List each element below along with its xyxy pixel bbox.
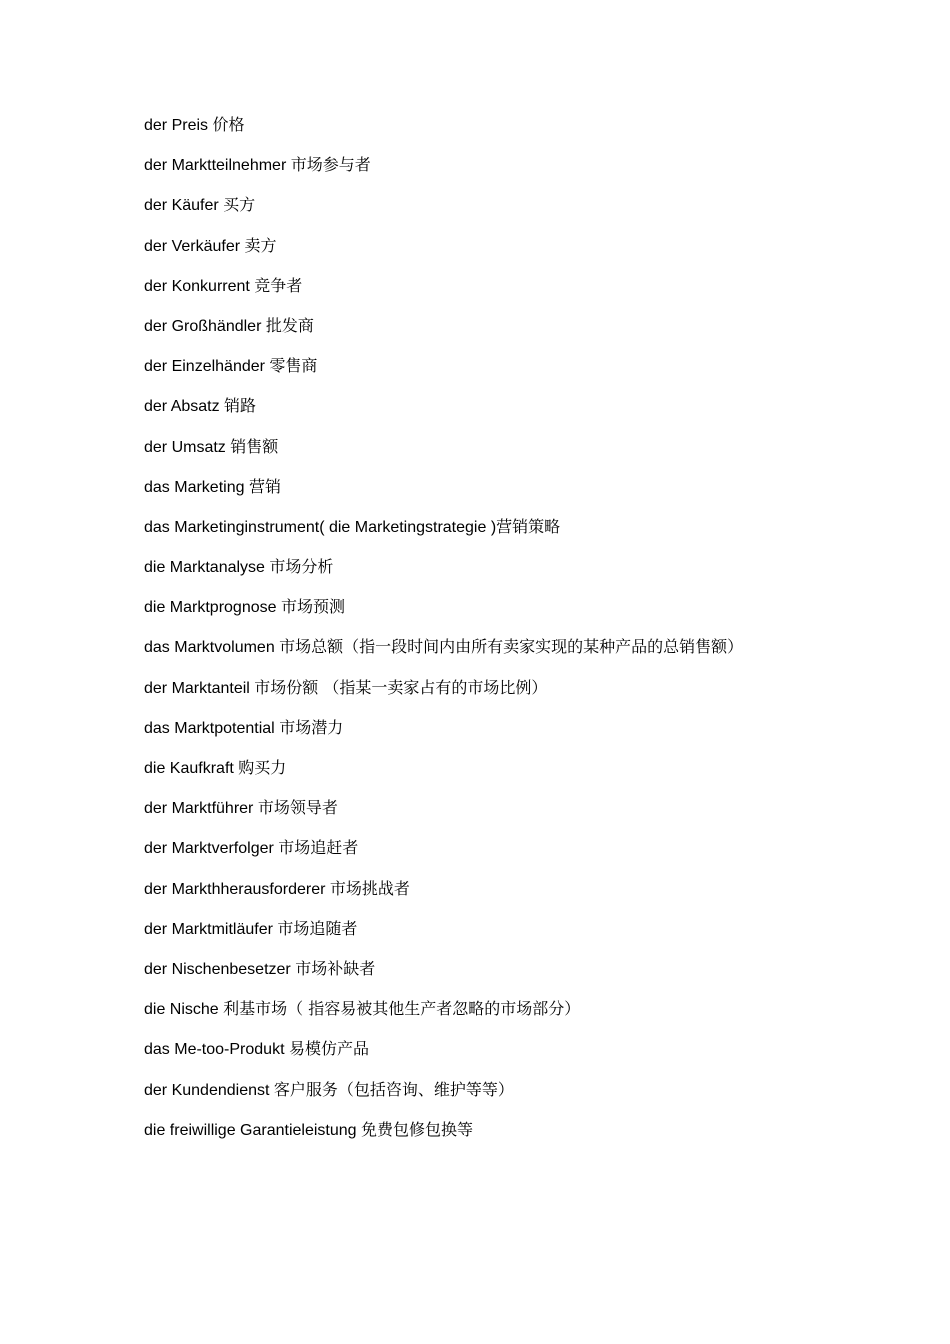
chinese-translation: 市场领导者	[257, 798, 338, 818]
list-item	[144, 998, 904, 1038]
list-item	[144, 436, 904, 476]
list-item	[144, 275, 904, 315]
list-item	[144, 837, 904, 877]
german-term: der Preis	[144, 117, 213, 134]
german-term: der Umsatz	[144, 438, 231, 456]
list-item	[144, 636, 904, 676]
chinese-translation: 价格	[212, 115, 245, 134]
chinese-translation: 购买力	[238, 758, 287, 777]
chinese-translation: 易模仿产品	[288, 1039, 369, 1059]
chinese-translation: 市场潜力	[279, 717, 344, 737]
list-item	[144, 154, 904, 194]
german-term: der Marktanteil	[144, 679, 255, 697]
chinese-translation: 卖方	[244, 235, 277, 255]
list-item	[144, 918, 904, 958]
chinese-translation: 零售商	[269, 356, 318, 376]
list-item	[144, 717, 904, 757]
chinese-translation: 销售额	[230, 436, 279, 456]
german-term: das Marketing	[144, 478, 249, 496]
list-item	[144, 1038, 904, 1078]
german-term: das Marktvolumen	[144, 639, 280, 657]
chinese-translation: 营销策略	[496, 516, 561, 536]
list-item	[144, 355, 904, 395]
chinese-translation: 买方	[223, 195, 256, 215]
chinese-translation: 市场总额（指一段时间内由所有卖家实现的某种产品的总销售额）	[279, 637, 744, 657]
list-item	[144, 235, 904, 275]
list-item	[144, 958, 904, 998]
list-item	[144, 1079, 904, 1119]
german-term: der Nischenbesetzer	[144, 960, 296, 978]
chinese-translation: 市场追随者	[277, 918, 358, 938]
list-item	[144, 476, 904, 516]
chinese-translation: 市场参与者	[290, 155, 371, 175]
list-item	[144, 194, 904, 234]
chinese-translation: 市场分析	[269, 557, 334, 577]
chinese-translation: 免费包修包换等	[361, 1119, 474, 1139]
german-term: das Me-too-Produkt	[144, 1041, 289, 1059]
german-term: der Marktführer	[144, 800, 258, 818]
list-item	[144, 315, 904, 355]
german-term: der Marktmitläufer	[144, 920, 278, 938]
chinese-translation: 客户服务（包括咨询、维护等等）	[273, 1079, 514, 1099]
list-item	[144, 596, 904, 636]
chinese-translation: 市场补缺者	[295, 958, 376, 978]
german-term: die Marktprognose	[144, 599, 281, 617]
chinese-translation: 竞争者	[254, 275, 303, 295]
chinese-translation: 营销	[248, 476, 281, 496]
list-item	[144, 556, 904, 596]
german-term: die Marktanalyse	[144, 559, 270, 577]
german-term: der Verkäufer	[144, 237, 245, 255]
list-item	[144, 797, 904, 837]
german-term: der Konkurrent	[144, 277, 255, 295]
german-term: der Absatz	[144, 398, 225, 416]
german-term: der Markthherausforderer	[144, 880, 330, 898]
german-term: das Marketinginstrument( die Marketingstrategie )	[144, 518, 497, 536]
chinese-translation: 市场份额 （指某一卖家占有的市场比例）	[254, 677, 548, 697]
chinese-translation: 利基市场（ 指容易被其他生产者忽略的市场部分）	[223, 999, 581, 1019]
list-item	[144, 516, 904, 556]
chinese-translation: 市场挑战者	[329, 878, 410, 898]
chinese-translation: 批发商	[265, 315, 314, 335]
list-item	[144, 1119, 904, 1159]
german-term: der Großhändler	[144, 317, 266, 335]
german-term: der Marktverfolger	[144, 840, 279, 858]
german-term: der Käufer	[144, 197, 224, 215]
chinese-translation: 销路	[224, 396, 257, 416]
list-item	[144, 878, 904, 918]
list-item	[144, 114, 904, 154]
german-term: der Einzelhänder	[144, 358, 270, 376]
chinese-translation: 市场预测	[280, 597, 345, 617]
german-term: der Kundendienst	[144, 1081, 274, 1099]
vocabulary-list	[144, 114, 904, 1159]
german-term: das Marktpotential	[144, 719, 280, 737]
german-term: die freiwillige Garantieleistung	[144, 1121, 361, 1139]
list-item	[144, 757, 904, 797]
list-item	[144, 677, 904, 717]
chinese-translation: 市场追赶者	[278, 838, 359, 858]
german-term: die Nische	[144, 1001, 224, 1019]
list-item	[144, 395, 904, 435]
german-term: die Kaufkraft	[144, 760, 239, 777]
german-term: der Marktteilnehmer	[144, 157, 291, 175]
